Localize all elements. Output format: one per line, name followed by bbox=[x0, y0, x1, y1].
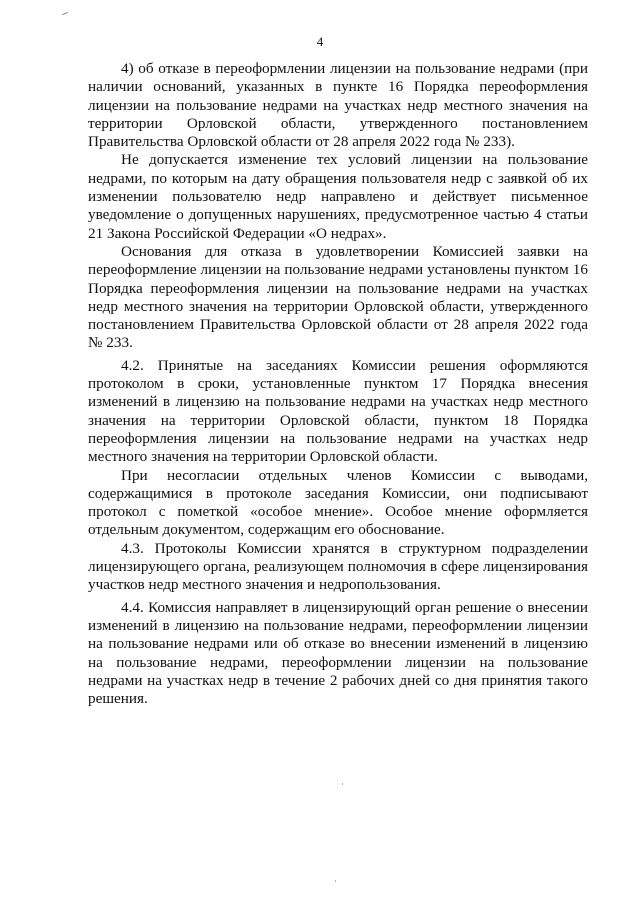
paragraph: При несогласии отдельных членов Комиссии с выводами, содержащимися в протоколе заседания Комиссии, они подписывают протокол с пометкой «особое мнение». Особое мнение оформляется отдельным документом, содержащим его обоснование. bbox=[88, 466, 588, 539]
scan-artifact bbox=[342, 783, 343, 785]
paragraph: Основания для отказа в удовлетворении Комиссией заявки на переоформление лицензии на пользование недрами установлены пунктом 16 Порядка переоформления лицензии на пользование недрами на участках недр местного значения на территории Орловской области, утвержденного постановлением Правительства Орловской области от 28 апреля 2022 года № 233. bbox=[88, 242, 588, 352]
page-number: 4 bbox=[316, 34, 324, 49]
scan-artifact bbox=[62, 12, 68, 15]
scan-artifact bbox=[335, 880, 336, 882]
paragraph: Не допускается изменение тех условий лицензии на пользование недрами, по которым на дату обращения пользователя недр с заявкой об их изменении пользователю недр направлено и действует письменное уведомление о допущенных нарушениях, предусмотренное частью 4 статьи 21 Закона Российской Федерации «О недрах». bbox=[88, 151, 588, 242]
paragraph: 4.3. Протоколы Комиссии хранятся в структурном подразделении лицензирующего органа, реализующем полномочия в сфере лицензирования участков недр местного значения и недропользования. bbox=[88, 539, 588, 594]
paragraph: 4.2. Принятые на заседаниях Комиссии решения оформляются протоколом в сроки, установленные пунктом 17 Порядка внесения изменений в лицензию на пользование недрами на участках недр местного значения на территории Орловской области, пунктом 18 Порядка переоформления лицензии на пользование недрами на участках недр местного значения на территории Орловской области. bbox=[88, 356, 588, 466]
document-body bbox=[88, 60, 588, 708]
paragraph: 4.4. Комиссия направляет в лицензирующий орган решение о внесении изменений в лицензию на пользование недрами, переоформлении лицензии на пользование недрами или об отказе во внесении изменений в лицензию на пользование недрами, переоформлении лицензии на пользование недрами на участках недр в течение 2 рабочих дней со дня принятия такого решения. bbox=[88, 598, 588, 708]
paragraph: 4) об отказе в переоформлении лицензии на пользование недрами (при наличии оснований, указанных в пункте 16 Порядка переоформления лицензии на пользование недрами на участках недр местного значения на территории Орловской области, утвержденного постановлением Правительства Орловской области от 28 апреля 2022 года № 233). bbox=[88, 60, 588, 151]
